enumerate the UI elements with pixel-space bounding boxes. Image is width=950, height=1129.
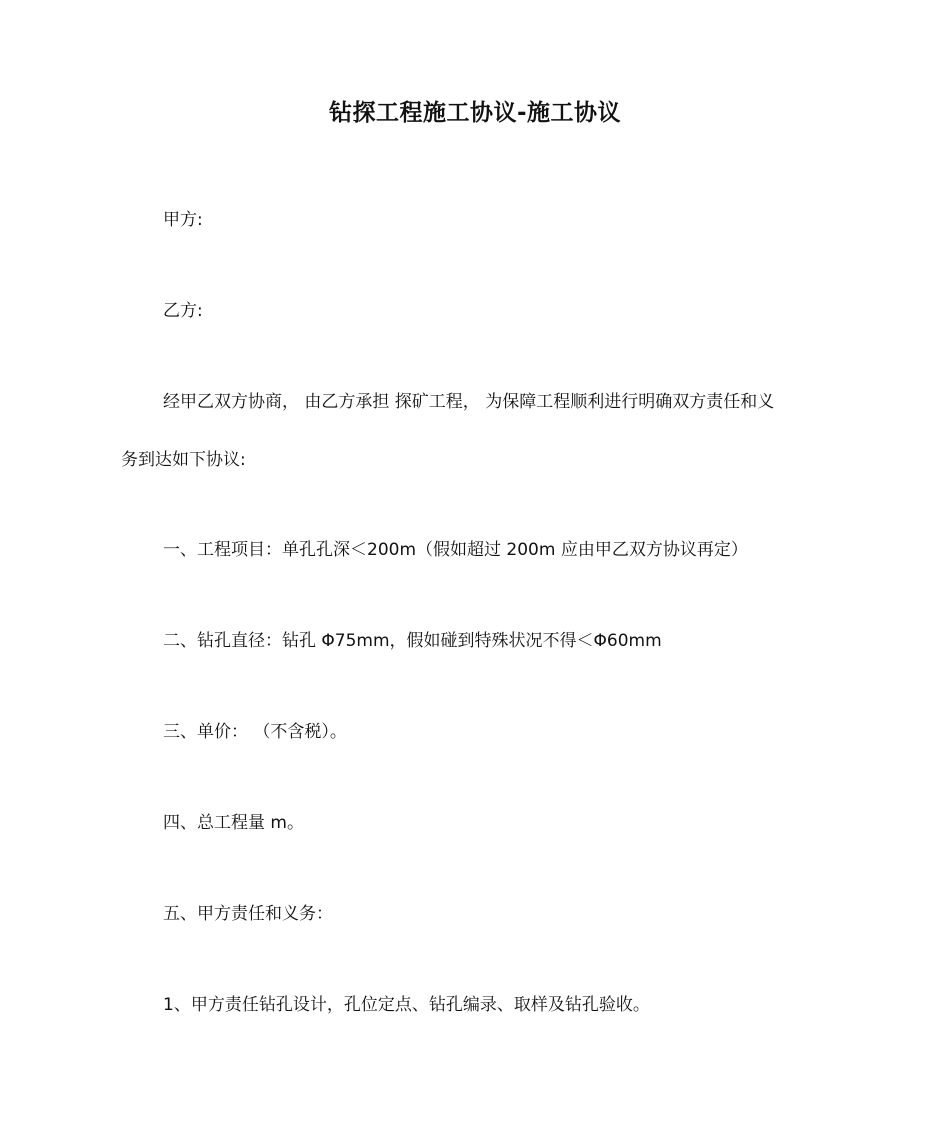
clause-5-party-a-duties: 五、甲方责任和义务： (163, 904, 333, 924)
party-b-line: 乙方: (163, 301, 203, 321)
document-title: 钻探工程施工协议-施工协议 (328, 100, 622, 126)
intro-paragraph-line-1: 经甲乙双方协商， 由乙方承担 探矿工程， 为保障工程顺利进行明确双方责任和义 (163, 392, 775, 412)
clause-3-unit-price: 三、单价： （不含税）。 (163, 722, 347, 742)
clause-4-total-quantity: 四、总工程量 m。 (163, 813, 304, 833)
party-a-line: 甲方: (163, 210, 203, 230)
clause-5-1-design-duty: 1、甲方责任钻孔设计，孔位定点、钻孔编录、取样及钻孔验收。 (163, 995, 650, 1015)
intro-paragraph-line-2: 务到达如下协议: (121, 450, 246, 470)
clause-1-project: 一、工程项目：单孔孔深＜200m（假如超过 200m 应由甲乙双方协议再定） (163, 540, 748, 560)
clause-2-diameter: 二、钻孔直径：钻孔 Φ75mm，假如碰到特殊状况不得＜Φ60mm (163, 631, 662, 651)
